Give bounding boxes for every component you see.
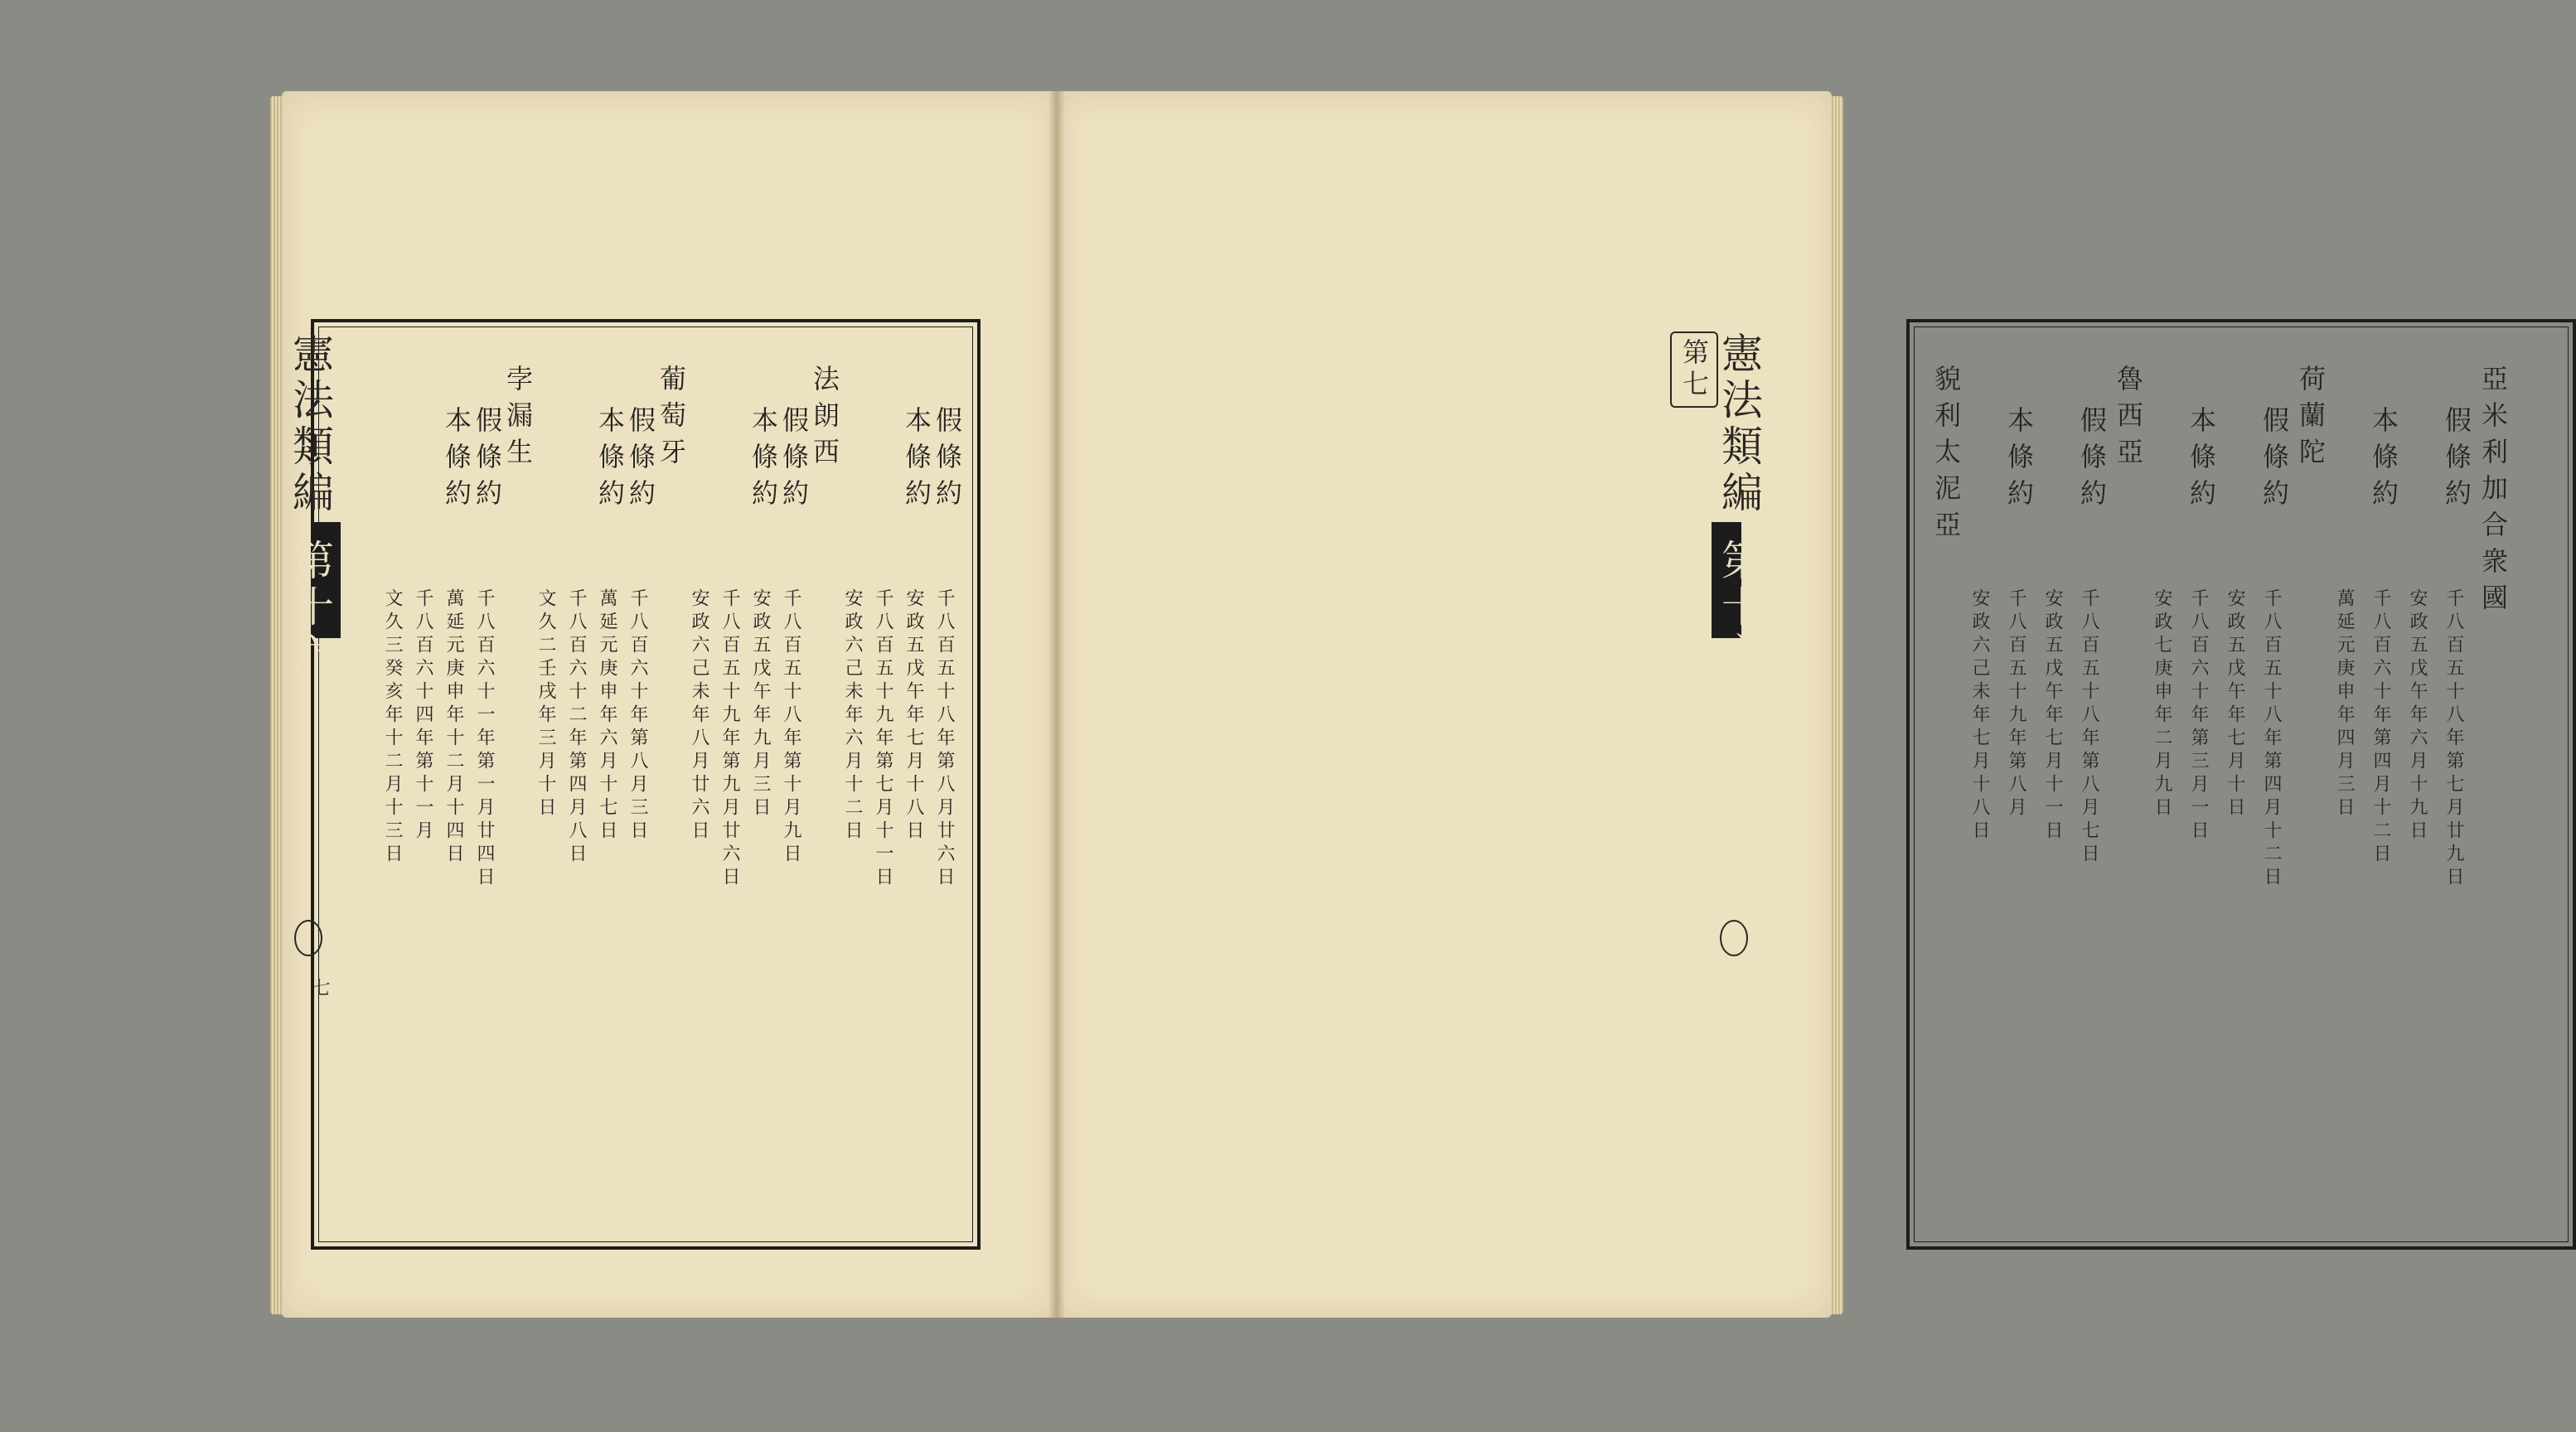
left-side-title: 憲法類編 [286, 331, 334, 517]
open-book [282, 91, 2509, 1318]
left-fish-tail-mark [294, 920, 322, 956]
country-heading: 荷蘭陀 [2295, 365, 2327, 474]
treaty-date: 安政六己未年七月十八日 [1969, 588, 1990, 844]
treaty-label: 假條約 [2259, 406, 2290, 515]
treaty-date: 萬延元庚申年四月三日 [2334, 588, 2355, 820]
treaty-label: 本條約 [441, 406, 472, 515]
right-page [1057, 91, 2509, 1318]
treaty-date: 千八百六十二年第四月八日 [566, 588, 587, 867]
treaty-date: 千八百五十八年第七月廿九日 [2443, 588, 2464, 890]
country-heading: 亞米利加合衆國 [2477, 365, 2509, 620]
treaty-date: 千八百五十九年第九月廿六日 [719, 588, 740, 890]
treaty-date: 安政六己未年六月十二日 [842, 588, 863, 844]
treaty-date: 安政六己未年八月廿六日 [689, 588, 709, 844]
treaty-label: 假條約 [2076, 406, 2108, 515]
treaty-label: 本條約 [901, 406, 932, 515]
country-heading: 葡萄牙 [656, 365, 687, 474]
chapter-box: 第七 [1670, 331, 1718, 408]
treaty-label: 假條約 [472, 406, 503, 515]
book-gutter [1048, 91, 1065, 1318]
treaty-label: 假條約 [2441, 406, 2472, 515]
treaty-date: 萬延元庚申年六月十七日 [597, 588, 617, 844]
left-page [282, 91, 1057, 1318]
treaty-label: 本條約 [748, 406, 779, 515]
country-heading: 孛漏生 [502, 365, 534, 474]
treaty-label: 假條約 [932, 406, 963, 515]
treaty-date: 千八百五十八年第八月廿六日 [934, 588, 955, 890]
treaty-date: 安政七庚申年二月九日 [2152, 588, 2172, 820]
treaty-date: 千八百六十一年第一月廿四日 [474, 588, 495, 890]
page-edges-right [1830, 96, 1843, 1314]
treaty-label: 本條約 [2003, 406, 2035, 515]
treaty-date: 千八百五十八年第八月七日 [2079, 588, 2099, 867]
treaty-label: 假條約 [778, 406, 810, 515]
treaty-date: 安政五戊午年九月三日 [750, 588, 771, 820]
treaty-date: 安政五戊午年七月十八日 [903, 588, 924, 844]
country-heading: 貌利太泥亞 [1930, 365, 1962, 547]
treaty-date: 千八百六十年第三月一日 [2188, 588, 2209, 844]
treaty-date: 萬延元庚申年十二月十四日 [443, 588, 464, 867]
treaty-date: 千八百六十年第八月三日 [627, 588, 648, 844]
treaty-date: 安政五戊午年七月十日 [2225, 588, 2245, 820]
treaty-date: 千八百六十年第四月十二日 [2370, 588, 2391, 867]
country-heading: 魯西亞 [2113, 365, 2144, 474]
country-heading: 法朗西 [809, 365, 840, 474]
treaty-date: 千八百六十四年第十一月 [413, 588, 433, 844]
left-side-volume: 第十六 [286, 539, 334, 678]
treaty-label: 本條約 [2368, 406, 2399, 515]
treaty-date: 千八百五十八年第四月十二日 [2261, 588, 2282, 890]
treaty-date: 文久二壬戌年三月十日 [535, 588, 556, 820]
treaty-date: 千八百五十九年第八月 [2006, 588, 2026, 820]
treaty-label: 本條約 [2186, 406, 2217, 515]
treaty-date: 安政五戊午年六月十九日 [2407, 588, 2428, 844]
treaty-date: 安政五戊午年七月十一日 [2042, 588, 2063, 844]
treaty-date: 千八百五十八年第十月九日 [781, 588, 801, 867]
right-fish-tail-mark [1720, 920, 1748, 956]
right-side-volume: 第十六 [1715, 539, 1763, 678]
treaty-label: 本條約 [594, 406, 626, 515]
left-page-number: 七 [309, 978, 330, 996]
treaty-date: 文久三癸亥年十二月十三日 [382, 588, 403, 867]
treaty-label: 假條約 [625, 406, 656, 515]
treaty-date: 千八百五十九年第七月十一日 [873, 588, 893, 890]
right-side-title: 憲法類編 [1715, 331, 1763, 517]
